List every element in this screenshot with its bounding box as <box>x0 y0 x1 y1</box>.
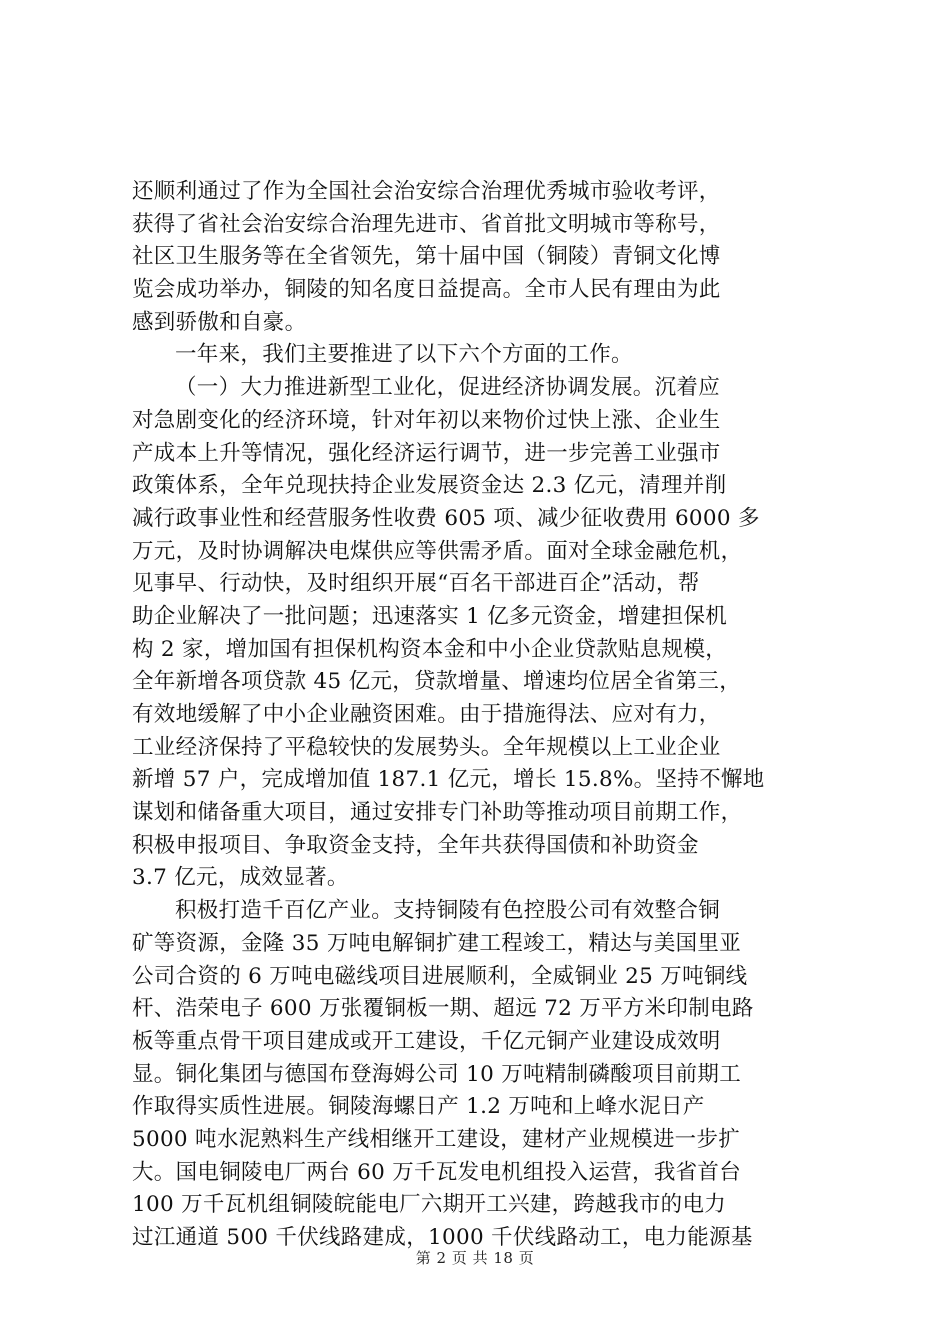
text-line: 社区卫生服务等在全省领先，第十届中国（铜陵）青铜文化博 <box>132 244 721 270</box>
text-line: 览会成功举办，铜陵的知名度日益提高。全市人民有理由为此 <box>132 277 721 303</box>
text-line: 对急剧变化的经济环境，针对年初以来物价过快上涨、企业生 <box>132 407 721 433</box>
text-line: 政策体系，全年兑现扶持企业发展资金达 2.3 亿元，清理并削 <box>132 473 727 499</box>
text-line: 一年来，我们主要推进了以下六个方面的工作。 <box>175 342 633 368</box>
text-line: 新增 57 户，完成增加值 187.1 亿元，增长 15.8%。坚持不懈地 <box>132 767 765 793</box>
text-line: 100 万千瓦机组铜陵皖能电厂六期开工兴建，跨越我市的电力 <box>132 1192 727 1218</box>
text-line: 减行政事业性和经营服务性收费 605 项、减少征收费用 6000 多 <box>132 505 760 531</box>
text-line: 有效地缓解了中小企业融资困难。由于措施得法、应对有力， <box>132 702 721 727</box>
text-line: 感到骄傲和自豪。 <box>132 309 307 335</box>
text-line: 显。铜化集团与德国布登海姆公司 10 万吨精制磷酸项目前期工 <box>132 1061 742 1087</box>
text-line: 板等重点骨干项目建成或开工建设，千亿元铜产业建设成效明 <box>132 1028 721 1054</box>
text-line: 产成本上升等情况，强化经济运行调节，进一步完善工业强市 <box>132 440 721 466</box>
text-line: 获得了省社会治安综合治理先进市、省首批文明城市等称号， <box>132 211 721 237</box>
text-line: 助企业解决了一批问题；迅速落实 1 亿多元资金，增建担保机 <box>132 603 728 629</box>
page-number-footer: 第 2 页 共 18 页 <box>415 1249 535 1267</box>
text-line: 5000 吨水泥熟料生产线相继开工建设，建材产业规模进一步扩 <box>132 1126 741 1152</box>
text-line: 过江通道 500 千伏线路建成，1000 千伏线路动工，电力能源基 <box>132 1225 753 1250</box>
text-line: 工业经济保持了平稳较快的发展势头。全年规模以上工业企业 <box>132 734 721 760</box>
text-line: （一）大力推进新型工业化，促进经济协调发展。沉着应 <box>175 375 721 401</box>
text-line: 积极打造千百亿产业。支持铜陵有色控股公司有效整合铜 <box>175 898 721 924</box>
text-line: 全年新增各项贷款 45 亿元，贷款增量、增速均位居全省第三， <box>132 669 742 695</box>
text-line: 作取得实质性进展。铜陵海螺日产 1.2 万吨和上峰水泥日产 <box>132 1094 705 1120</box>
text-line: 矿等资源，金隆 35 万吨电解铜扩建工程竣工，精达与美国里亚 <box>132 930 742 956</box>
document-body <box>132 176 822 1255</box>
text-line: 积极申报项目、争取资金支持，全年共获得国债和补助资金 <box>132 832 699 858</box>
text-line: 还顺利通过了作为全国社会治安综合治理优秀城市验收考评， <box>132 179 721 204</box>
text-line: 见事早、行动快，及时组织开展“百名干部进百企”活动，帮 <box>132 571 700 597</box>
text-line: 大。国电铜陵电厂两台 60 万千瓦发电机组投入运营，我省首台 <box>132 1159 742 1185</box>
text-line: 谋划和储备重大项目，通过安排专门补助等推动项目前期工作， <box>132 800 743 826</box>
text-line: 万元，及时协调解决电煤供应等供需矛盾。面对全球金融危机， <box>132 538 743 564</box>
text-line: 公司合资的 6 万吨电磁线项目进展顺利，全威铜业 25 万吨铜线 <box>132 963 748 989</box>
text-line: 3.7 亿元，成效显著。 <box>132 865 349 891</box>
text-line: 构 2 家，增加国有担保机构资本金和中小企业贷款贴息规模， <box>132 636 728 662</box>
text-line: 杆、浩荣电子 600 万张覆铜板一期、超远 72 万平方米印制电路 <box>132 996 754 1022</box>
document-text <box>132 176 822 1255</box>
